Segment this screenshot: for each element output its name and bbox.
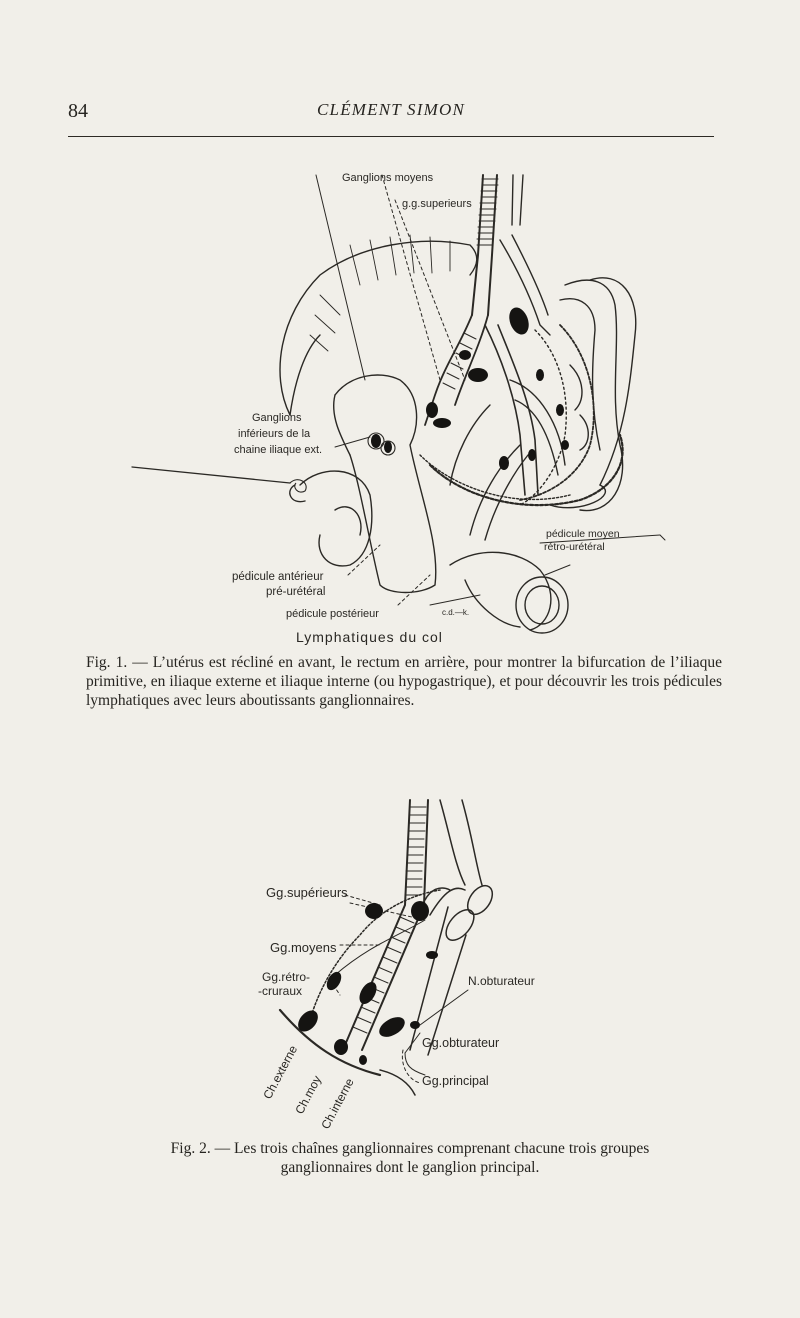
running-head: CLÉMENT SIMON (317, 100, 465, 119)
label-ganglions-inferieurs-2: inférieurs de la (238, 428, 311, 440)
label-gg-superieurs-fig2: Gg.supérieurs (266, 885, 348, 900)
label-ch-externe: Ch.externe (260, 1043, 301, 1102)
header-rule (68, 136, 714, 137)
figure-2-illustration (250, 795, 550, 1135)
figure-1-illustration (120, 165, 680, 645)
label-ch-moy: Ch.moy (292, 1073, 325, 1117)
figure-2-caption (140, 1139, 680, 1177)
label-gg-obturateur: Gg.obturateur (422, 1036, 500, 1050)
label-gg-superieurs: g.g.superieurs (402, 198, 472, 210)
label-n-obturateur: N.obturateur (468, 974, 535, 988)
figure-1-caption (86, 653, 722, 710)
label-ganglions-inferieurs-1: Ganglions (252, 412, 302, 424)
page-number: 84 (68, 100, 88, 122)
label-gg-moyens-fig2: Gg.moyens (270, 940, 337, 955)
figure-2-caption-text: — Les trois chaînes ganglionnaires comprenant chacune trois groupes ganglionnaires dont le ganglion principal. (214, 1140, 650, 1176)
label-gg-retro-1: Gg.rétro- (262, 970, 311, 984)
label-cd-mark: c.d.—k. (442, 608, 470, 617)
label-gg-retro-2: -cruraux (258, 984, 303, 998)
label-pedicule-anterieur-1: pédicule antérieur (232, 571, 324, 583)
figure-2-number: Fig. 2. (170, 1140, 211, 1157)
label-gg-principal: Gg.principal (422, 1074, 489, 1088)
label-pedicule-anterieur-2: pré-urétéral (266, 586, 326, 598)
label-ch-interne: Ch.interne (318, 1075, 357, 1132)
page-header (68, 100, 714, 130)
figure-2 (250, 795, 550, 1135)
label-pedicule-posterieur: pédicule postérieur (286, 608, 379, 620)
label-ganglions-moyens: Ganglions moyens (342, 172, 434, 184)
label-pedicule-moyen-1: pédicule moyen (546, 528, 620, 540)
ganglia-fig1 (371, 305, 569, 470)
label-ganglions-inferieurs-3: chaine iliaque ext. (234, 444, 323, 456)
figure-1-number: Fig. 1. (86, 654, 128, 671)
figure-1 (120, 165, 680, 645)
label-lymphatiques-du-col: Lymphatiques du col (296, 629, 443, 645)
label-pedicule-moyen-2: rétro-urétéral (544, 541, 605, 553)
figure-1-caption-text: — L’utérus est récliné en avant, le rectum en arrière, pour montrer la bifurcation de l’iliaque primitive, en iliaque externe et iliaque interne (ou hypogastrique), et pour découvrir les trois pédicules lymphatiques avec leurs aboutissants ganglionnaires. (86, 654, 722, 709)
